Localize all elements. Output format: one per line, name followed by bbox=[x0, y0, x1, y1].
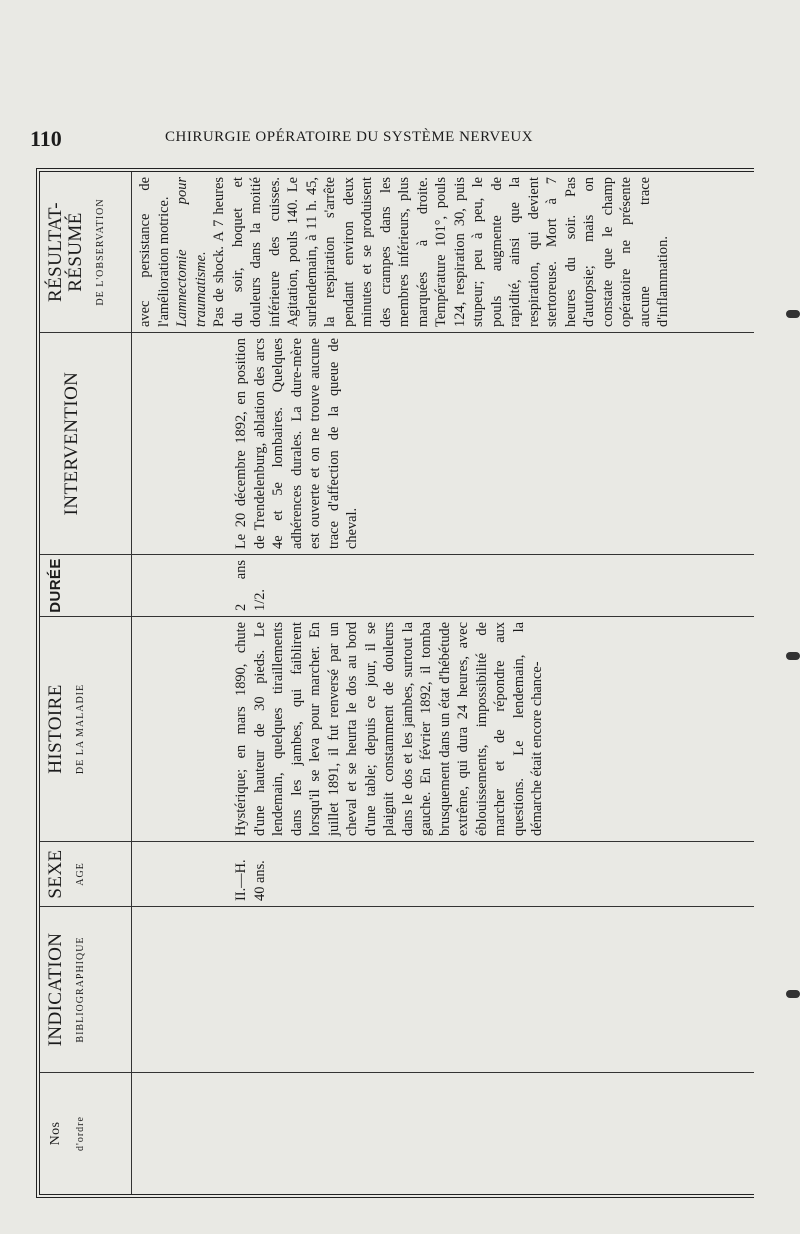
edge-mark bbox=[786, 652, 800, 660]
intervention-text: Le 20 décembre 1892, en position de Trendelenburg, ablation des arcs 4e et 5e lombaires. Quelques adhérences durales. La dure-mère est ouverte et on ne trouve aucune trace d'affection de la queue de cheval. bbox=[233, 338, 360, 549]
resultat-continued-text: avec persistance de l'amélioration motrice. bbox=[137, 177, 172, 327]
edge-mark bbox=[786, 990, 800, 998]
header-histoire-sub: DE LA MALADIE bbox=[75, 683, 86, 775]
header-intervention-title: INTERVENTION bbox=[61, 371, 82, 516]
header-indication-sub: BIBLIOGRAPHIQUE bbox=[75, 936, 86, 1043]
duree-text: 2 ans 1/2. bbox=[233, 560, 268, 611]
header-histoire-title: HISTOIRE bbox=[45, 684, 66, 774]
column-intervention bbox=[40, 332, 754, 554]
cell-duree bbox=[132, 555, 273, 616]
column-header-duree bbox=[40, 555, 132, 616]
header-resultat-sub: DE L'OBSERVATION bbox=[95, 198, 106, 306]
column-header-sexe bbox=[40, 842, 132, 906]
header-ordre-title: Nos bbox=[48, 1121, 63, 1146]
header-indication-title: INDICATION bbox=[45, 932, 66, 1047]
edge-mark bbox=[786, 310, 800, 318]
observation-table bbox=[36, 168, 754, 1198]
column-histoire bbox=[40, 616, 754, 841]
header-ordre-sub: d'ordre bbox=[75, 1116, 86, 1151]
header-sexe-sub: AGE bbox=[75, 862, 86, 886]
histoire-text: Hystérique; en mars 1890, chute d'une hauteur de 30 pieds. Le lendemain, quelques tiraillements dans les jambes, qui faiblirent lorsqu'il se leva pour marcher. En juillet 1891, il fut renversé par un cheval et se heurta le dos au bord d'une table; depuis ce jour, il se plaignit constamment de douleurs dans le dos et les jambes, surtout la gauche. En février 1892, il tomba brusquement dans un état d'hébétude extrême, qui dura 24 heures, avec éblouissements, impossibilité de marcher et de répondre aux questions. Le lendemain, la démarche était encore chance- bbox=[233, 622, 545, 836]
running-title: CHIRURGIE OPÉRATOIRE DU SYSTÈME NERVEUX bbox=[165, 129, 534, 145]
column-header-intervention bbox=[40, 333, 132, 554]
sexe-age-text: II.—H. 40 ans. bbox=[233, 859, 268, 901]
column-sexe bbox=[40, 841, 754, 906]
column-duree bbox=[40, 554, 754, 616]
cell-intervention bbox=[132, 333, 366, 554]
rotated-table-content bbox=[40, 172, 754, 1194]
header-duree-title: DURÉE bbox=[47, 558, 64, 613]
column-indication bbox=[40, 906, 754, 1072]
column-header-ordre bbox=[40, 1073, 132, 1194]
page-header bbox=[30, 122, 770, 152]
page-number: 110 bbox=[30, 126, 62, 151]
cell-indication bbox=[132, 907, 140, 1072]
header-resultat-title: RÉSULTAT-RÉSUMÉ bbox=[45, 202, 86, 302]
column-header-histoire bbox=[40, 617, 132, 841]
cell-resultat bbox=[132, 172, 677, 332]
cell-histoire bbox=[132, 617, 551, 841]
column-ordre bbox=[40, 1072, 754, 1194]
column-header-indication bbox=[40, 907, 132, 1072]
cell-ordre bbox=[132, 1073, 140, 1194]
cell-sexe-age bbox=[132, 842, 273, 906]
column-header-resultat bbox=[40, 172, 132, 332]
header-sexe-title: SEXE bbox=[45, 849, 66, 899]
column-resultat bbox=[40, 172, 754, 332]
resultat-text: Pas de shock. A 7 heures du soir, hoquet et douleurs dans la moitié inférieure des cuisses. Agitation, pouls 140. Le surlendemain, à 11 h. 45, la respiration s'arrête pendant environ deux minutes et se produisent des crampes dans les membres inférieurs, plus marquées à droite. Température 101°, pouls 124, respiration 30, puis stupeur; peu à peu, le pouls augmente de rapidité, ainsi que la respiration, qui devient stertoreuse. Mort à 7 heures du soir. Pas d'autopsie; mais on constate que le champ opératoire ne présente aucune trace d'inflammation. bbox=[211, 177, 671, 327]
resultat-case-title: Lamnectomie pour traumatisme. bbox=[174, 177, 209, 327]
